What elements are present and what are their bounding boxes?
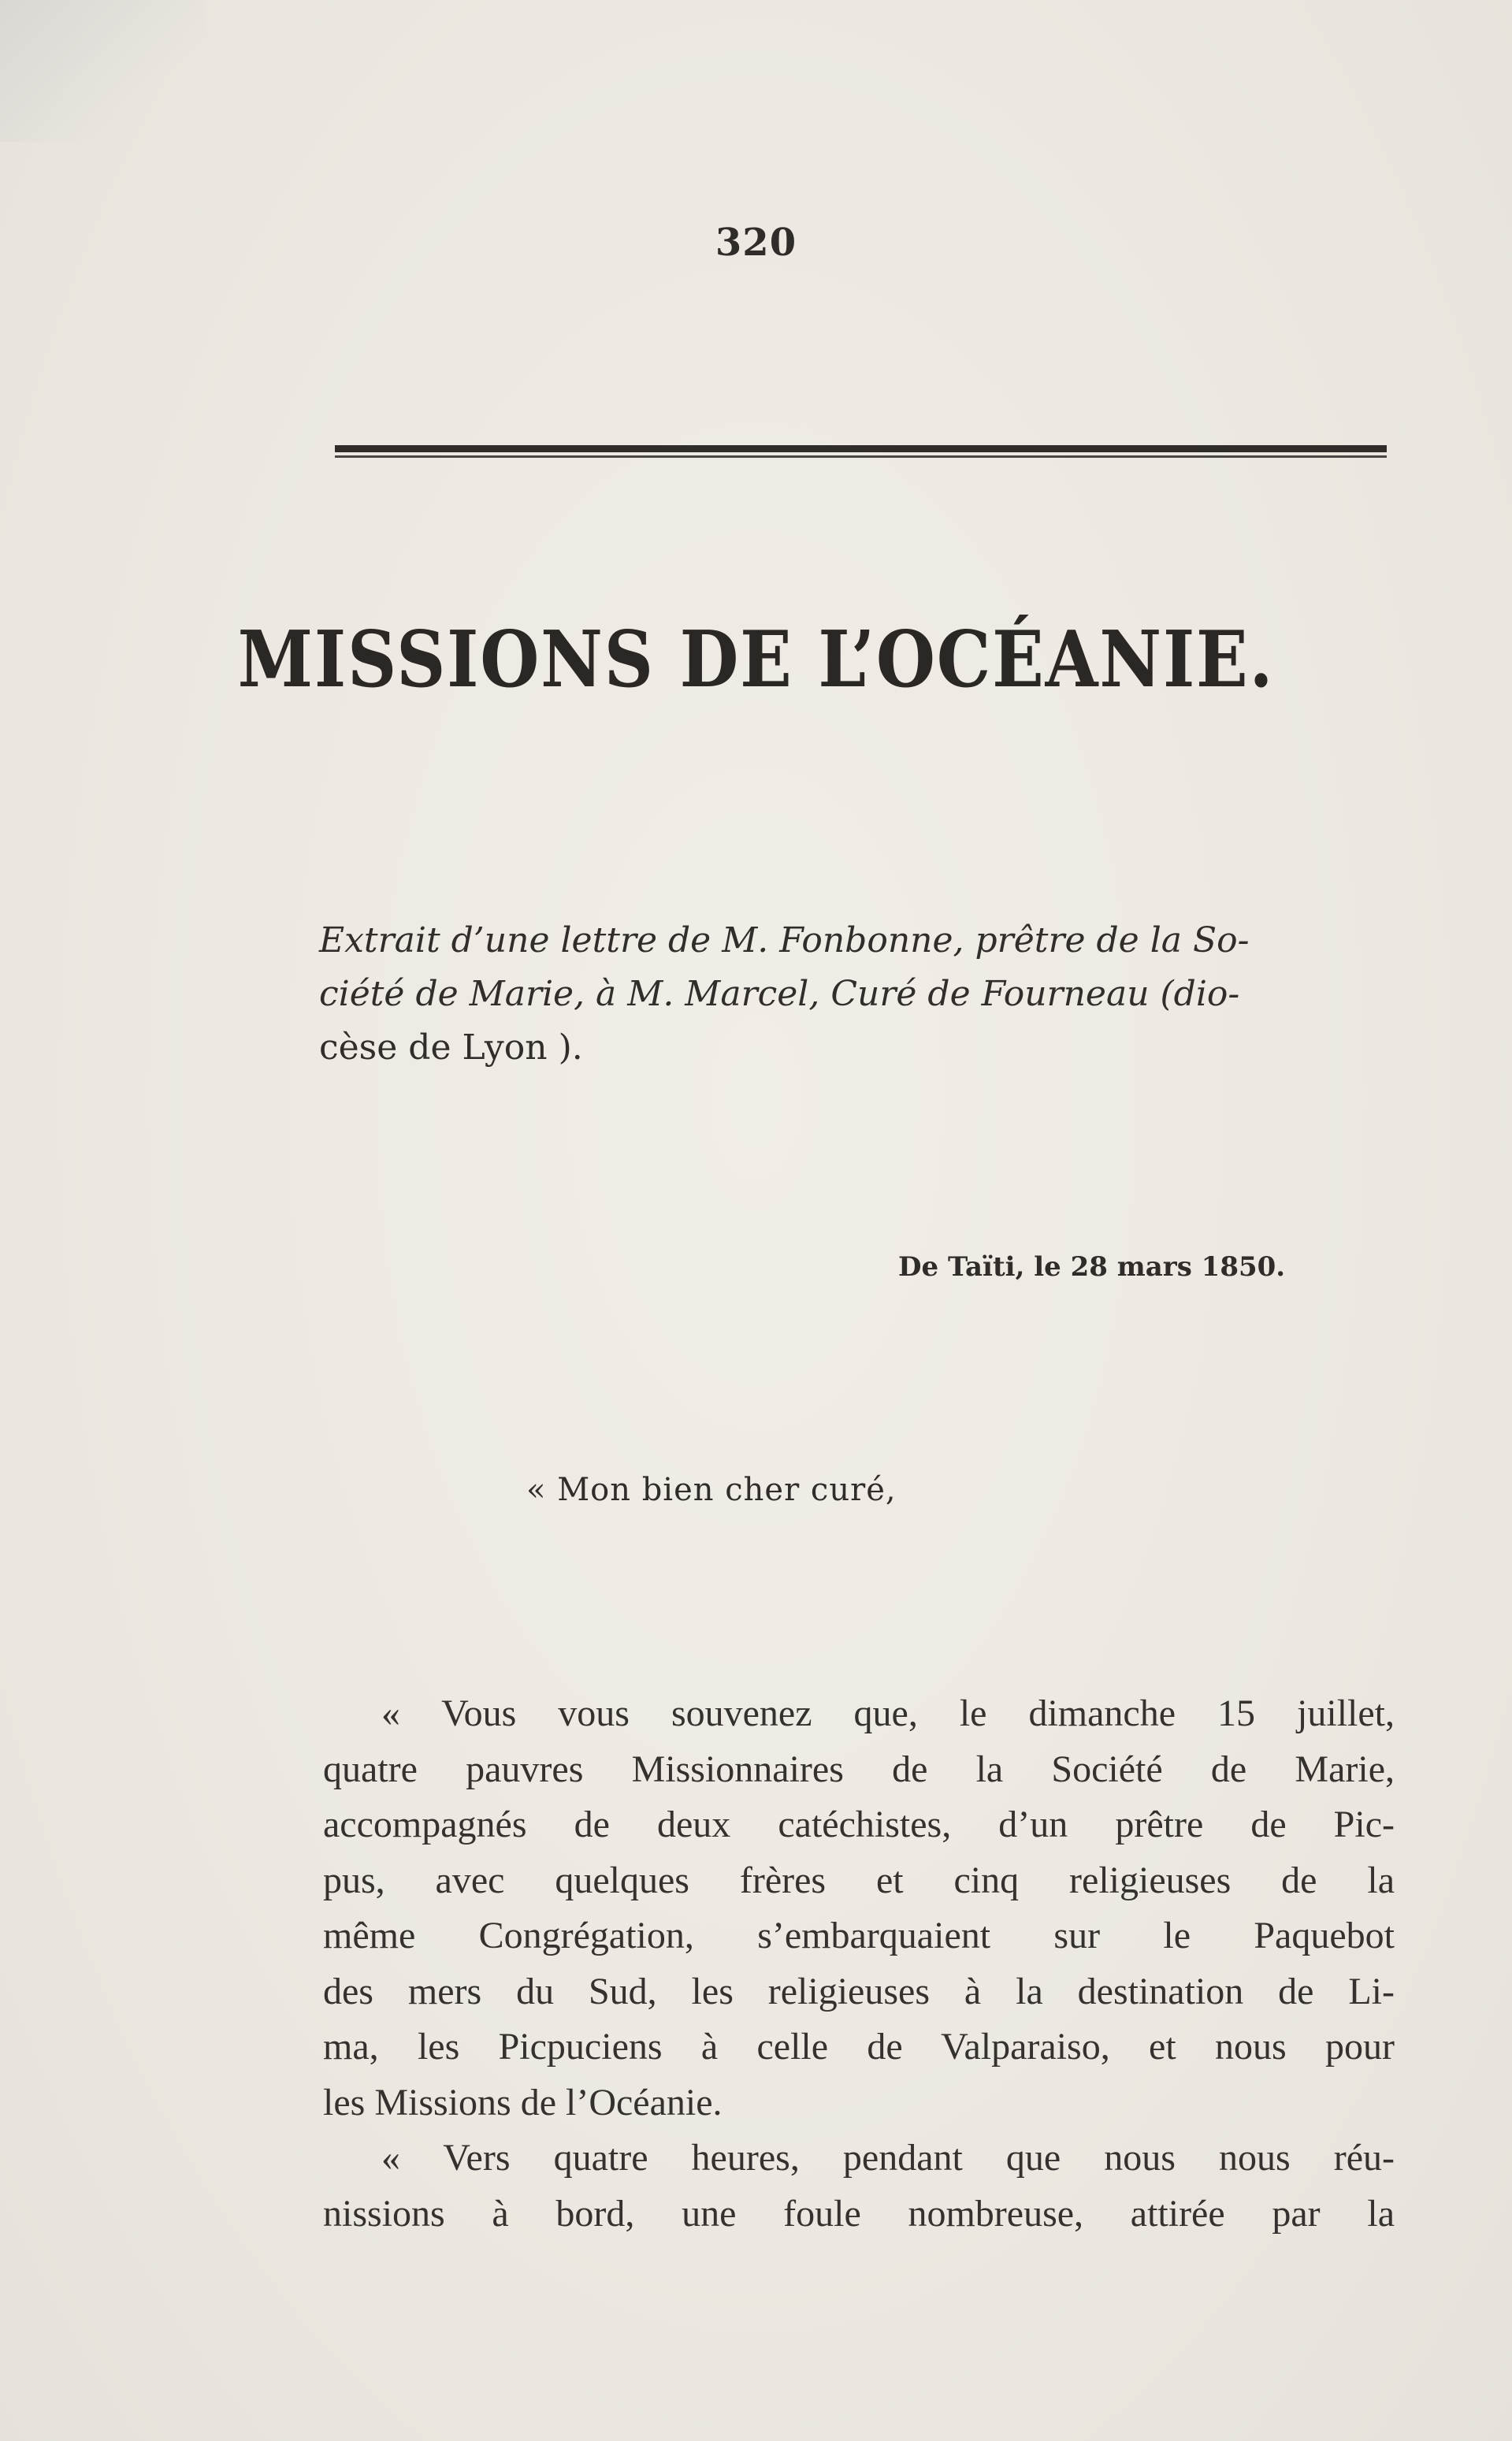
- body-line: des mers du Sud, les religieuses à la destination de Li-: [323, 1970, 1395, 2012]
- body-line: même Congrégation, s’embarquaient sur le Paquebot: [323, 1915, 1395, 1956]
- header-rule-thin: [335, 455, 1387, 458]
- body-line: nissions à bord, une foule nombreuse, attirée par la: [323, 2192, 1395, 2235]
- body-line: ma, les Picpuciens à celle de Valparaiso, et nous pour: [323, 2026, 1395, 2068]
- page-corner-shadow: [0, 0, 205, 142]
- body-line: « Vers quatre heures, pendant que nous nous réu-: [381, 2137, 1395, 2179]
- letter-heading: [319, 914, 1391, 1075]
- body-line: « Vous vous souvenez que, le dimanche 15 juillet,: [381, 1692, 1395, 1734]
- page-number: 320: [715, 221, 797, 265]
- letter-body: [323, 1686, 1395, 2242]
- body-line: accompagnés de deux catéchistes, d’un prêtre de Pic-: [323, 1804, 1395, 1845]
- letter-heading-line: ciété de Marie, à M. Marcel, Curé de Fourneau (dio-: [319, 974, 1240, 1014]
- letter-heading-line: Extrait d’une lettre de M. Fonbonne, prêtre de la So-: [319, 920, 1250, 960]
- salutation: « Mon bien cher curé,: [526, 1472, 897, 1508]
- section-title: MISSIONS DE L’OCÉANIE.: [237, 615, 1275, 705]
- dateline: De Taïti, le 28 mars 1850.: [898, 1251, 1286, 1283]
- header-rule-thick: [335, 445, 1387, 452]
- letter-heading-line: cèse de Lyon ).: [319, 1027, 583, 1068]
- body-line: quatre pauvres Missionnaires de la Société de Marie,: [323, 1748, 1395, 1790]
- body-line: pus, avec quelques frères et cinq religieuses de la: [323, 1859, 1395, 1901]
- body-line: les Missions de l’Océanie.: [323, 2081, 723, 2123]
